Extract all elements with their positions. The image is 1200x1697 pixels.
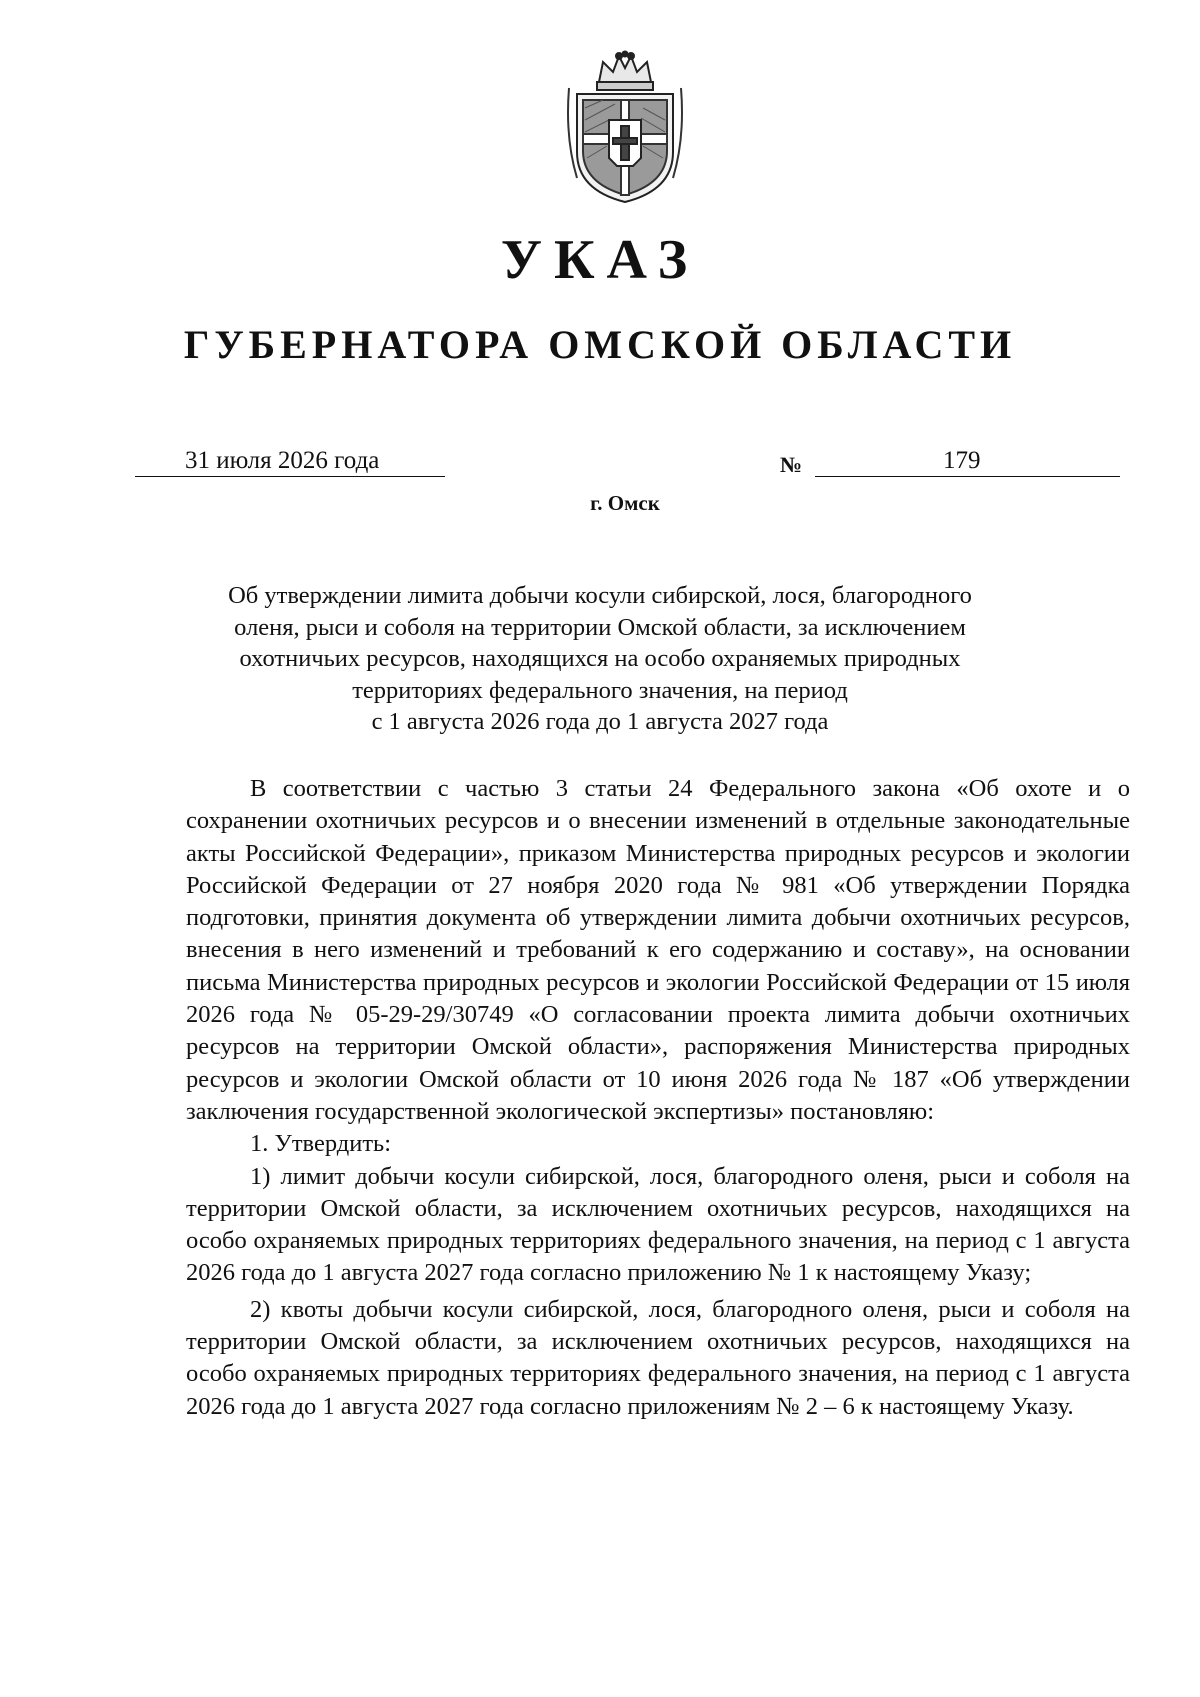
document-date-field bbox=[135, 446, 445, 477]
document-body bbox=[186, 773, 1130, 1423]
heading-line: территориях федерального значения, на период bbox=[352, 676, 848, 704]
preamble-paragraph: В соответствии с частью 3 статьи 24 Федерального закона «Об охоте и о сохранении охотничьих ресурсов и о внесении изменений в отдельные законодательные акты Российской Федерации», приказом Министерства природных ресурсов и экологии Российской Федерации от 27 ноября 2020 года № 981 «Об утверждении Порядка подготовки, принятия документа об утверждении лимита добычи охотничьих ресурсов, внесения в него изменений и требований к его содержанию и составу», на основании письма Министерства природных ресурсов и экологии Российской Федерации от 15 июля 2026 года № 05-29-29/30749 «О согласовании проекта лимита добычи охотничьих ресурсов на территории Омской области», распоряжения Министерства природных ресурсов и экологии Омской области от 10 июня 2026 года № 187 «Об утверждении заключения государственной экологической экспертизы» постановляю: bbox=[186, 775, 1130, 1125]
document-subtitle: ГУБЕРНАТОРА ОМСКОЙ ОБЛАСТИ bbox=[183, 322, 1017, 367]
document-heading bbox=[190, 580, 1010, 738]
document-city: г. Омск bbox=[590, 491, 660, 515]
heading-line: с 1 августа 2026 года до 1 августа 2027 года bbox=[371, 708, 829, 735]
omsk-oblast-coat-of-arms-icon bbox=[563, 48, 687, 206]
document-number: 179 bbox=[943, 447, 981, 474]
document-number-field bbox=[815, 446, 1120, 477]
document-date: 31 июля 2026 года bbox=[185, 447, 380, 474]
sub-item-2: 2) квоты добычи косули сибирской, лося, благородного оленя, рыси и соболя на территории Омской области, за исключением охотничьих ресурсов, находящихся на особо охраняемых природных территориях федерального значения, на период с 1 августа 2026 года до 1 августа 2027 года согласно приложениям № 2 – 6 к настоящему Указу. bbox=[186, 1295, 1130, 1420]
document-number-label: № bbox=[780, 452, 803, 477]
item-1: 1. Утвердить: bbox=[250, 1130, 392, 1158]
heading-line: охотничьих ресурсов, находящихся на особо охраняемых природных bbox=[239, 645, 961, 672]
heading-line: Об утверждении лимита добычи косули сибирской, лося, благородного bbox=[228, 582, 972, 609]
sub-item-1: 1) лимит добычи косули сибирской, лося, благородного оленя, рыси и соболя на территории Омской области, за исключением охотничьих ресурсов, находящихся на особо охраняемых природных территориях федерального значения, на период с 1 августа 2026 года до 1 августа 2027 года согласно приложению № 1 к настоящему Указу; bbox=[186, 1162, 1130, 1287]
document-title: УКАЗ bbox=[500, 229, 700, 291]
heading-line: оленя, рыси и соболя на территории Омской области, за исключением bbox=[234, 613, 966, 641]
